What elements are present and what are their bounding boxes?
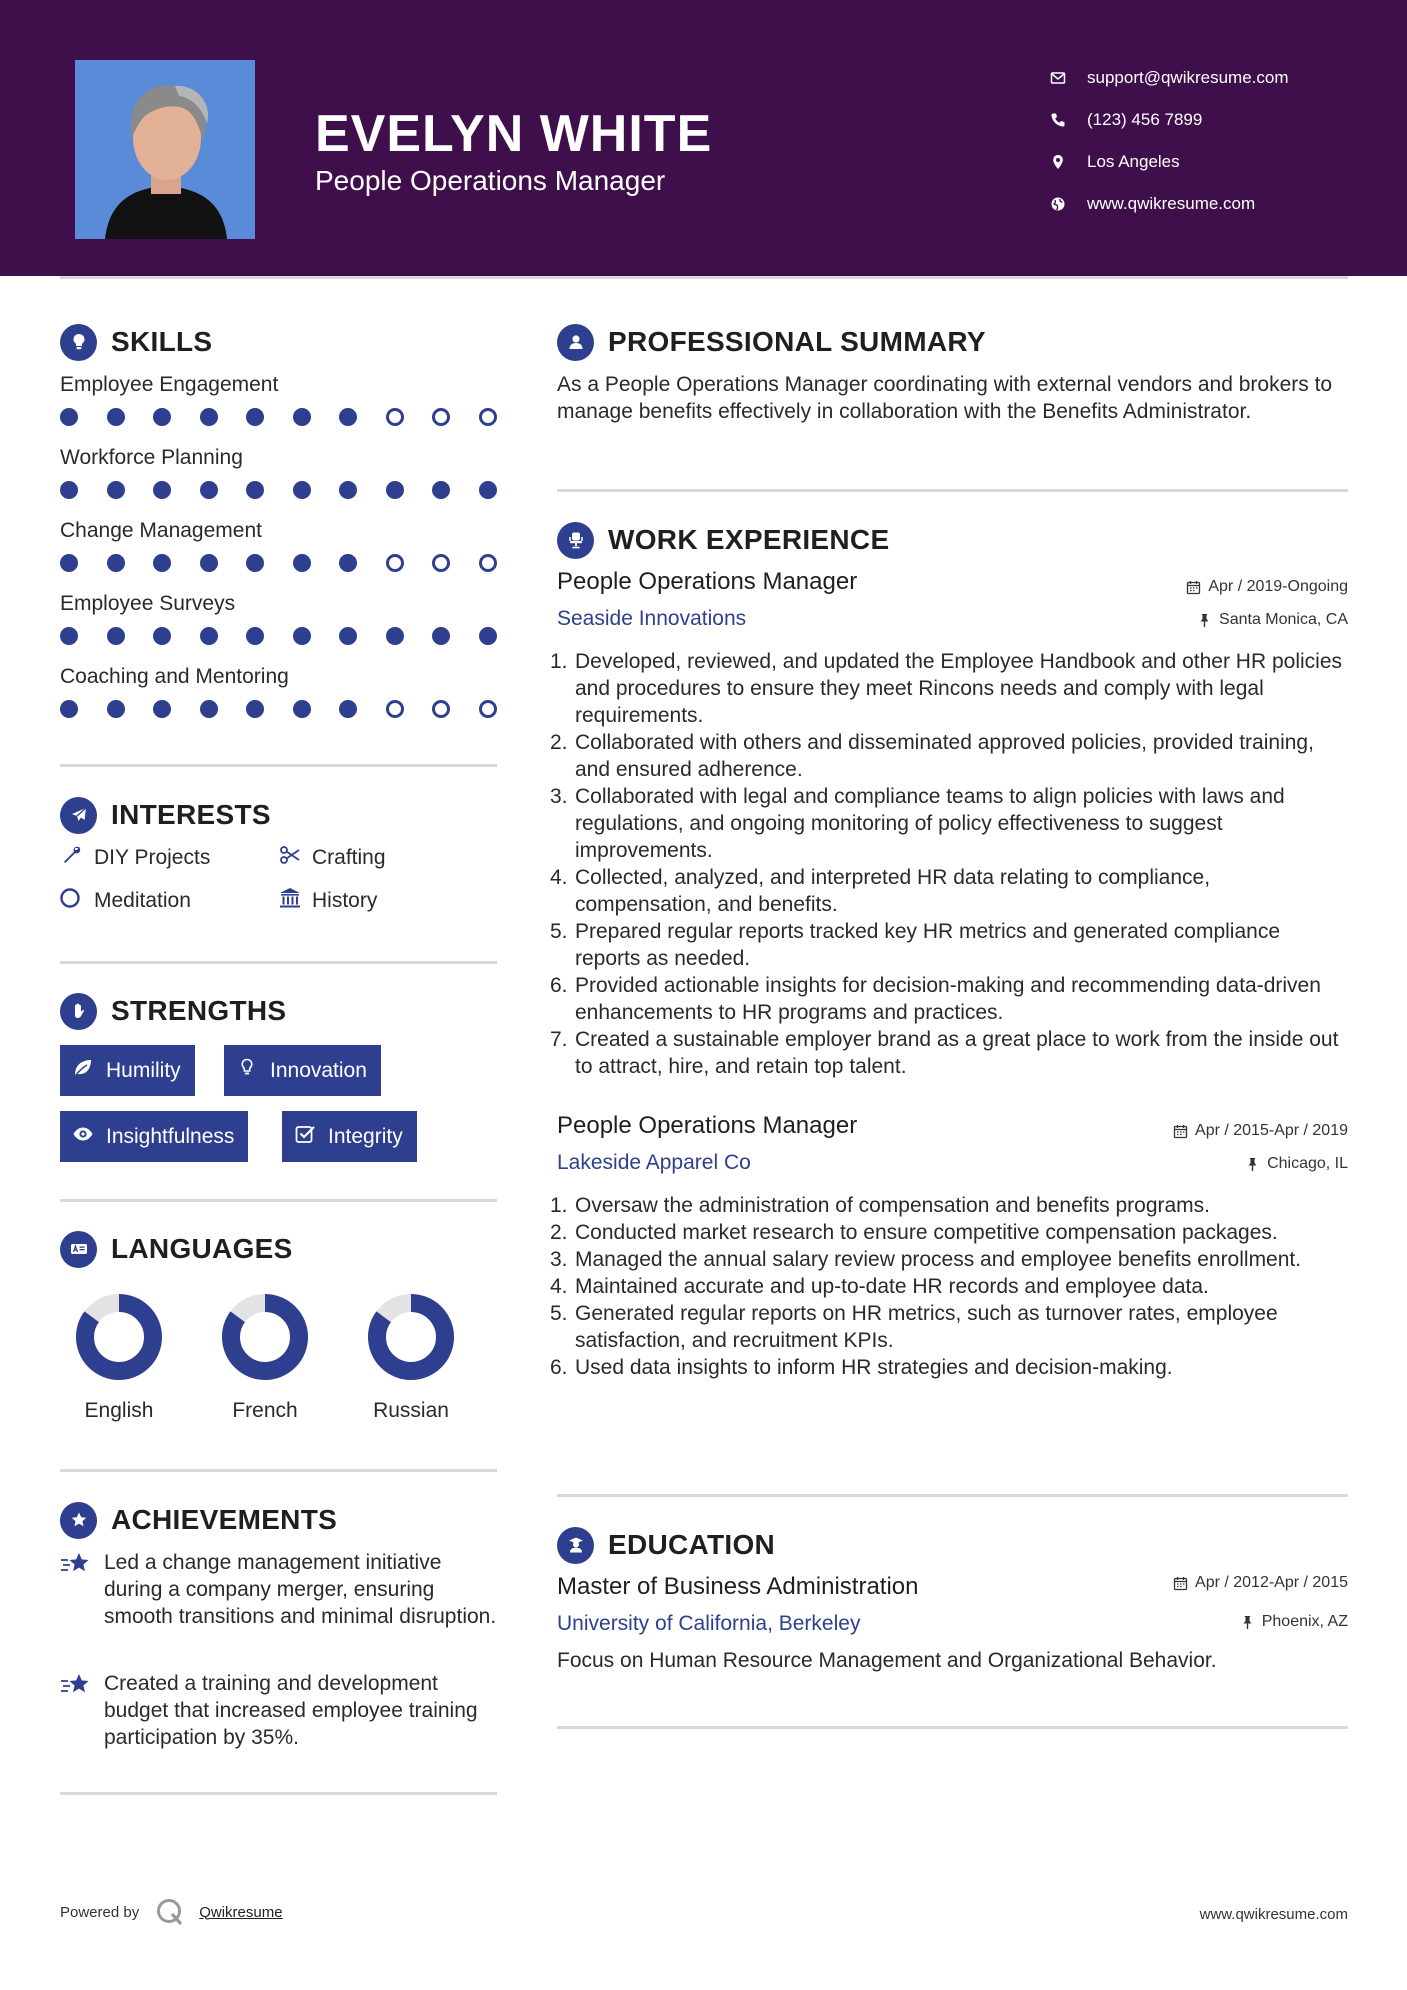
strengths-heading: [60, 991, 286, 1031]
rating-dot-empty: [432, 408, 450, 426]
achievement-text: Led a change management initiative during a company merger, ensuring smooth transitions and minimal disruption.: [104, 1551, 497, 1628]
job-company: Lakeside Apparel Co: [557, 1151, 751, 1174]
skill-item: [60, 445, 500, 499]
contact-location-text: Los Angeles: [1087, 152, 1180, 171]
rating-dot-filled: [153, 554, 171, 572]
job-location-text: Chicago, IL: [1267, 1155, 1348, 1172]
leaf-icon: [72, 1057, 106, 1085]
rating-dot-filled: [339, 700, 357, 718]
interest-item: [60, 844, 210, 872]
user-icon: [557, 324, 594, 361]
job-dates: [1173, 1122, 1348, 1140]
section-divider: [60, 1199, 497, 1202]
job-bullet: 2. Conducted market research to ensure competitive compensation packages.: [550, 1221, 1278, 1244]
skill-item: [60, 591, 500, 645]
strength-label: Humility: [106, 1058, 181, 1082]
achievement-text: Created a training and development budget that increased employee training participation by 35%.: [104, 1672, 478, 1749]
job-location-text: Santa Monica, CA: [1219, 611, 1348, 628]
rating-dot-filled: [60, 554, 78, 572]
education-location: [1240, 1613, 1348, 1631]
section-divider: [557, 1494, 1348, 1497]
resume-header: [0, 0, 1407, 276]
interest-label: History: [312, 889, 378, 912]
achievements-title: ACHIEVEMENTS: [111, 1504, 338, 1535]
rating-dot-empty: [386, 408, 404, 426]
contact-location: [1050, 141, 1380, 183]
job-title: People Operations Manager: [557, 1112, 858, 1139]
language-icon: [60, 1231, 97, 1268]
pin-icon: [1240, 1615, 1255, 1630]
job-bullets: [550, 648, 1350, 1080]
lightbulb-icon: [60, 324, 97, 361]
languages-heading: [60, 1229, 293, 1269]
skill-rating: [60, 700, 500, 718]
footer-website[interactable]: www.qwikresume.com: [1199, 1906, 1348, 1923]
skill-rating: [60, 408, 500, 426]
interest-label: Crafting: [312, 846, 386, 869]
rating-dot-filled: [479, 481, 497, 499]
envelope-icon: [1050, 70, 1087, 86]
interest-label: DIY Projects: [94, 846, 211, 869]
rating-dot-filled: [107, 408, 125, 426]
language-level-ring: [75, 1293, 163, 1381]
rating-dot-filled: [293, 554, 311, 572]
summary-text: As a People Operations Manager coordinating with external vendors and brokers to manage benefits effectively in collaboration with the Benefits Administrator.: [557, 373, 1333, 423]
interest-item: [60, 887, 191, 915]
paper-plane-icon: [60, 797, 97, 834]
skill-rating: [60, 481, 500, 499]
qwikresume-link[interactable]: Qwikresume: [199, 1903, 283, 1921]
rating-dot-filled: [107, 700, 125, 718]
section-divider: [557, 489, 1348, 492]
qwikresume-logo-icon: [155, 1897, 185, 1927]
rating-dot-empty: [479, 700, 497, 718]
calendar-icon: [1186, 580, 1201, 595]
contact-list: [1050, 57, 1380, 225]
job-bullets: [550, 1192, 1350, 1381]
experience-heading: [557, 520, 889, 560]
rating-dot-filled: [107, 627, 125, 645]
rating-dot-empty: [386, 554, 404, 572]
rating-dot-empty: [479, 554, 497, 572]
rating-dot-filled: [153, 481, 171, 499]
rating-dot-filled: [153, 627, 171, 645]
skill-item: [60, 372, 500, 426]
star-icon: [60, 1549, 104, 1630]
job-dates-text: Apr / 2019-Ongoing: [1208, 578, 1348, 595]
rating-dot-filled: [386, 627, 404, 645]
rating-dot-filled: [339, 627, 357, 645]
education-degree: Master of Business Administration: [557, 1573, 919, 1600]
contact-email-text: support@qwikresume.com: [1087, 68, 1289, 87]
strength-badge: [60, 1045, 195, 1096]
rating-dot-filled: [60, 700, 78, 718]
job-bullet: 1. Developed, reviewed, and updated the Employee Handbook and other HR policies and procedures to ensure they meet Rincons needs and comply with legal requirements.: [550, 650, 1342, 727]
rating-dot-filled: [107, 481, 125, 499]
rating-dot-filled: [246, 481, 264, 499]
education-dates-text: Apr / 2012-Apr / 2015: [1195, 1574, 1348, 1591]
job-title: People Operations Manager: [557, 568, 858, 595]
rating-dot-filled: [200, 408, 218, 426]
job-bullet: 5. Generated regular reports on HR metrics, such as turnover rates, employee satisfaction, and recruitment KPIs.: [550, 1302, 1278, 1352]
job-bullet: 3. Managed the annual salary review process and employee benefits enrollment.: [550, 1248, 1302, 1271]
strengths-title: STRENGTHS: [111, 995, 287, 1026]
wrench-icon: [60, 843, 94, 873]
education-dates: [1173, 1574, 1348, 1592]
rating-dot-filled: [246, 627, 264, 645]
section-divider: [557, 1726, 1348, 1729]
rating-dot-empty: [432, 554, 450, 572]
language-item: [64, 1293, 174, 1423]
skill-rating: [60, 627, 500, 645]
phone-icon: [1050, 112, 1087, 128]
rating-dot-filled: [246, 408, 264, 426]
skills-heading: [60, 322, 212, 362]
education-title: EDUCATION: [608, 1529, 776, 1560]
interests-title: INTERESTS: [111, 799, 271, 830]
strength-label: Integrity: [328, 1124, 403, 1148]
achievement-item: [60, 1549, 500, 1630]
eye-icon: [72, 1123, 106, 1151]
section-divider: [60, 961, 497, 964]
education-location-text: Phoenix, AZ: [1261, 1613, 1348, 1630]
chair-icon: [557, 522, 594, 559]
rating-dot-filled: [153, 700, 171, 718]
pin-icon: [1245, 1157, 1260, 1172]
job-bullet: 4. Collected, analyzed, and interpreted HR data relating to compliance, compensation, and benefits.: [550, 866, 1211, 916]
skill-name: Workforce Planning: [60, 446, 243, 469]
candidate-title: People Operations Manager: [315, 165, 666, 196]
check-square-icon: [294, 1123, 328, 1151]
job-bullet: 6. Used data insights to inform HR strategies and decision-making.: [550, 1356, 1173, 1379]
job-location: [1245, 1155, 1348, 1173]
header-divider: [60, 276, 1348, 279]
rating-dot-filled: [386, 481, 404, 499]
job-bullet: 4. Maintained accurate and up-to-date HR records and employee data.: [550, 1275, 1209, 1298]
rating-dot-filled: [60, 408, 78, 426]
strength-badge: [60, 1111, 248, 1162]
contact-phone-text: (123) 456 7899: [1087, 110, 1203, 129]
calendar-icon: [1173, 1124, 1188, 1139]
rating-dot-empty: [386, 700, 404, 718]
rating-dot-filled: [246, 700, 264, 718]
section-divider: [60, 764, 497, 767]
skill-name: Coaching and Mentoring: [60, 665, 289, 688]
calendar-icon: [1173, 1576, 1188, 1591]
job-bullet: 6. Provided actionable insights for decision-making and recommending data-driven enhancements to HR programs and practices.: [550, 974, 1321, 1024]
museum-icon: [278, 886, 312, 916]
education-description: Focus on Human Resource Management and Organizational Behavior.: [557, 1649, 1217, 1672]
candidate-name: EVELYN WHITE: [315, 105, 713, 163]
rating-dot-filled: [339, 481, 357, 499]
achievements-heading: [60, 1500, 337, 1540]
profile-photo: [75, 60, 255, 239]
star-icon: [60, 1670, 104, 1751]
summary-heading: [557, 322, 986, 362]
interest-item: [278, 887, 377, 915]
rating-dot-filled: [246, 554, 264, 572]
achievement-item: [60, 1670, 500, 1751]
star-badge-icon: [60, 1502, 97, 1539]
rating-dot-filled: [200, 700, 218, 718]
skills-title: SKILLS: [111, 326, 213, 357]
contact-email[interactable]: [1050, 57, 1380, 99]
rating-dot-filled: [293, 481, 311, 499]
language-level-ring: [367, 1293, 455, 1381]
skill-name: Employee Surveys: [60, 592, 236, 615]
strength-badge: [282, 1111, 417, 1162]
strength-label: Innovation: [270, 1058, 367, 1082]
footer-powered-by: [60, 1897, 283, 1927]
graduate-icon: [557, 1527, 594, 1564]
contact-website[interactable]: [1050, 183, 1380, 225]
rating-dot-filled: [432, 481, 450, 499]
map-pin-icon: [1050, 154, 1087, 170]
rating-dot-filled: [200, 481, 218, 499]
language-label: French: [232, 1399, 298, 1422]
language-item: [356, 1293, 466, 1423]
interest-label: Meditation: [94, 889, 191, 912]
strength-label: Insightfulness: [106, 1124, 235, 1148]
interests-heading: [60, 795, 271, 835]
interest-item: [278, 844, 386, 872]
job-dates-text: Apr / 2015-Apr / 2019: [1195, 1122, 1348, 1139]
scissors-icon: [278, 843, 312, 873]
job-bullet: 2. Collaborated with others and disseminated approved policies, provided training, and ensured adherence.: [550, 731, 1314, 781]
skill-name: Employee Engagement: [60, 373, 279, 396]
contact-phone[interactable]: [1050, 99, 1380, 141]
education-school: University of California, Berkeley: [557, 1612, 861, 1635]
languages-title: LANGUAGES: [111, 1233, 293, 1264]
rating-dot-filled: [479, 627, 497, 645]
hand-icon: [60, 993, 97, 1030]
skill-item: [60, 518, 500, 572]
job-dates: [1186, 578, 1348, 596]
powered-by-label: Powered by: [60, 1903, 140, 1921]
rating-dot-empty: [432, 700, 450, 718]
job-location: [1197, 611, 1348, 629]
rating-dot-filled: [60, 481, 78, 499]
rating-dot-filled: [293, 408, 311, 426]
section-divider: [60, 1792, 497, 1795]
language-level-ring: [221, 1293, 309, 1381]
job-bullet: 5. Prepared regular reports tracked key HR metrics and generated compliance reports as needed.: [550, 920, 1281, 970]
rating-dot-filled: [293, 700, 311, 718]
rating-dot-filled: [200, 627, 218, 645]
job-bullet: 1. Oversaw the administration of compensation and benefits programs.: [550, 1194, 1210, 1217]
language-label: English: [84, 1399, 154, 1422]
summary-title: PROFESSIONAL SUMMARY: [608, 326, 986, 357]
section-divider: [60, 1469, 497, 1472]
globe-icon: [1050, 196, 1087, 212]
education-heading: [557, 1525, 775, 1565]
skill-rating: [60, 554, 500, 572]
job-company: Seaside Innovations: [557, 607, 747, 630]
rating-dot-empty: [479, 408, 497, 426]
rating-dot-filled: [432, 627, 450, 645]
rating-dot-filled: [293, 627, 311, 645]
rating-dot-filled: [60, 627, 78, 645]
skill-name: Change Management: [60, 519, 262, 542]
rating-dot-filled: [153, 408, 171, 426]
rating-dot-filled: [107, 554, 125, 572]
experience-title: WORK EXPERIENCE: [608, 524, 890, 555]
job-bullet: 3. Collaborated with legal and compliance teams to align policies with laws and regulations, and ongoing monitoring of policy effectiveness to suggest improvements.: [550, 785, 1285, 862]
lightbulb-icon: [236, 1057, 270, 1085]
rating-dot-filled: [339, 408, 357, 426]
circle-icon: [60, 886, 94, 916]
language-label: Russian: [373, 1399, 449, 1422]
strength-badge: [224, 1045, 381, 1096]
job-bullet: 7. Created a sustainable employer brand as a great place to work from the inside out to attract, hire, and retain top talent.: [550, 1028, 1339, 1078]
skill-item: [60, 664, 500, 718]
contact-website-text: www.qwikresume.com: [1087, 194, 1256, 213]
language-item: [210, 1293, 320, 1423]
pin-icon: [1197, 613, 1212, 628]
rating-dot-filled: [200, 554, 218, 572]
rating-dot-filled: [339, 554, 357, 572]
